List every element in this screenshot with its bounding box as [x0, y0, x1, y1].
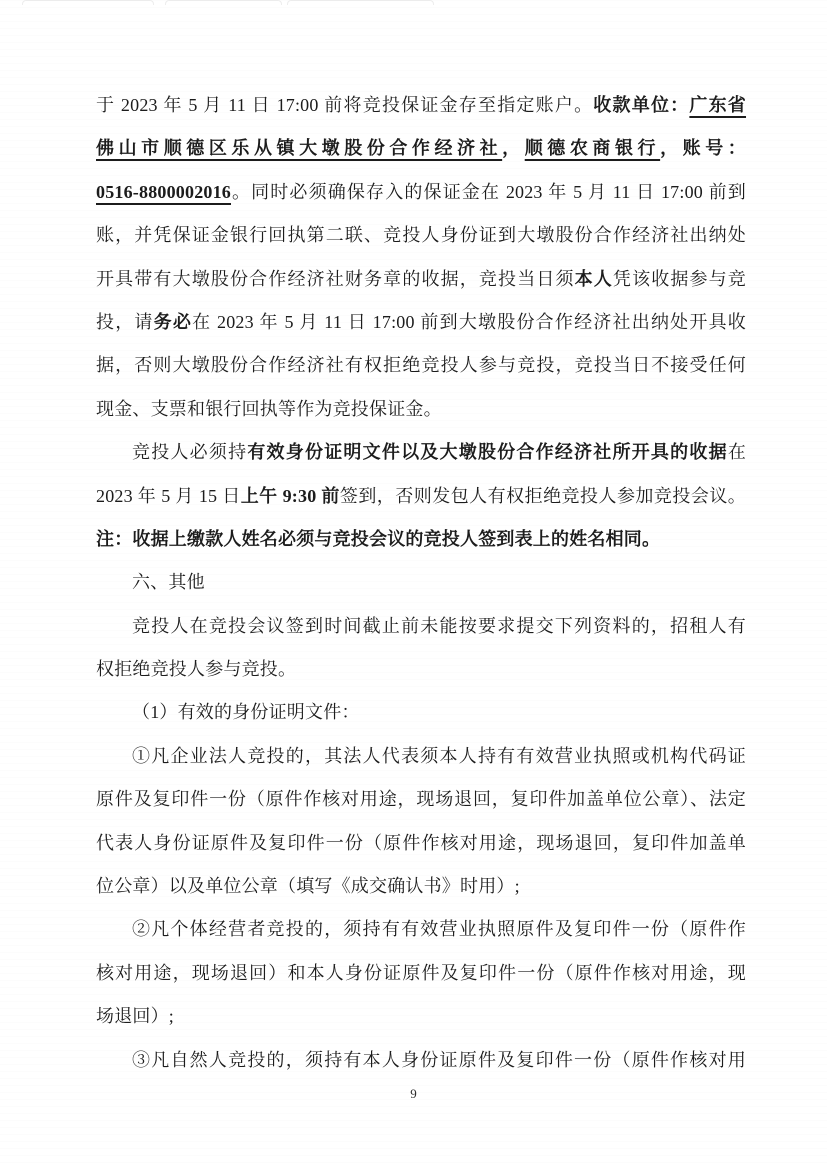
doc-line — [96, 127, 746, 170]
bold-text: 本人 — [574, 268, 613, 289]
text-segment: 。同时必须确保存入的保证金在 2023 年 5 月 11 日 17:00 前到 — [231, 181, 746, 202]
text-segment: 开具带有大墩股份合作经济社财务章的收据，竞投当日须 — [96, 268, 575, 289]
doc-line — [96, 518, 746, 561]
text-segment: 2023 年 5 月 15 日 — [96, 485, 241, 506]
text-segment: 竞投人在竞投会议签到时间截止前未能按要求提交下列资料的，招租人有 — [132, 615, 746, 636]
scan-artifact — [22, 0, 154, 5]
doc-line — [96, 475, 746, 518]
doc-line — [96, 1039, 746, 1082]
doc-line — [96, 995, 746, 1038]
text-segment: ③凡自然人竞投的，须持有本人身份证原件及复印件一份（原件作核对用 — [132, 1049, 746, 1070]
bold-text: 务必 — [153, 311, 193, 332]
text-segment: ①凡企业法人竞投的，其法人代表须本人持有有效营业执照或机构代码证 — [132, 745, 746, 766]
doc-line — [96, 171, 746, 214]
text-segment: 核对用途，现场退回）和本人身份证原件及复印件一份（原件作核对用途，现 — [96, 962, 746, 983]
text-block — [96, 84, 746, 1082]
doc-line — [96, 301, 746, 344]
bold-text: 注：收据上缴款人姓名必须与竞投会议的竞投人签到表上的姓名相同。 — [96, 528, 661, 549]
text-segment: ②凡个体经营者竞投的，须持有有效营业执照原件及复印件一份（原件作 — [132, 919, 746, 940]
doc-line — [96, 735, 746, 778]
doc-line — [96, 865, 746, 908]
text-segment: 签到，否则发包人有权拒绝竞投人参加竞投会议。 — [339, 485, 746, 506]
doc-line — [96, 952, 746, 995]
doc-line — [96, 691, 746, 734]
text-segment: 投，请 — [96, 311, 154, 332]
bold-text: ， — [502, 138, 525, 159]
doc-line — [96, 822, 746, 865]
text-segment: 在 — [727, 442, 747, 463]
text-segment: 场退回）; — [96, 1006, 175, 1027]
bold-text: 有效身份证明文件以及大墩股份合作经济社所开具的收据 — [247, 442, 728, 463]
text-segment: 现金、支票和银行回执等作为竞投保证金。 — [96, 398, 442, 419]
bold-text: 上午 9:30 前 — [240, 485, 340, 506]
bold-text: 收款单位： — [593, 95, 690, 115]
text-segment: 代表人身份证原件及复印件一份（原件作核对用途，现场退回，复印件加盖单 — [96, 832, 746, 853]
page-number: 9 — [410, 1086, 417, 1101]
underlined-text: 广东省 — [689, 95, 747, 115]
text-segment: 凭该收据参与竞 — [612, 268, 746, 289]
doc-line — [96, 605, 746, 648]
text-segment: （1）有效的身份证明文件： — [132, 702, 360, 723]
text-segment: 据，否则大墩股份合作经济社有权拒绝竞投人参与竞投，竞投当日不接受任何 — [96, 355, 746, 376]
doc-line — [96, 431, 746, 474]
scan-artifact — [165, 0, 282, 5]
text-segment: 原件及复印件一份（原件作核对用途，现场退回，复印件加盖单位公章）、法定 — [96, 789, 746, 810]
doc-line — [96, 344, 746, 387]
underlined-text: 顺德农商银行 — [524, 138, 661, 159]
bold-text: ，账号： — [660, 138, 746, 159]
text-segment: 竞投人必须持 — [132, 442, 248, 463]
text-segment: 于 2023 年 5 月 11 日 17:00 前将竞投保证金存至指定账户。 — [96, 95, 594, 115]
text-segment: 在 2023 年 5 月 11 日 17:00 前到大墩股份合作经济社出纳处开具收 — [192, 311, 747, 332]
scan-artifact — [287, 0, 434, 5]
doc-line — [96, 648, 746, 691]
text-segment: 六、其他 — [132, 572, 205, 593]
underlined-text: 0516-8800002016 — [96, 181, 231, 202]
doc-line — [96, 258, 746, 301]
text-segment: 账，并凭保证金银行回执第二联、竞投人身份证到大墩股份合作经济社出纳处 — [96, 225, 746, 246]
text-segment: 位公章）以及单位公章（填写《成交确认书》时用）; — [96, 876, 520, 897]
doc-line — [96, 214, 746, 257]
underlined-text: 佛山市顺德区乐从镇大墩股份合作经济社 — [96, 138, 503, 159]
doc-line — [96, 561, 746, 604]
doc-line — [96, 388, 746, 431]
doc-line — [96, 778, 746, 821]
text-segment: 权拒绝竞投人参与竞投。 — [96, 659, 297, 680]
doc-line — [96, 84, 746, 127]
doc-line — [96, 908, 746, 951]
